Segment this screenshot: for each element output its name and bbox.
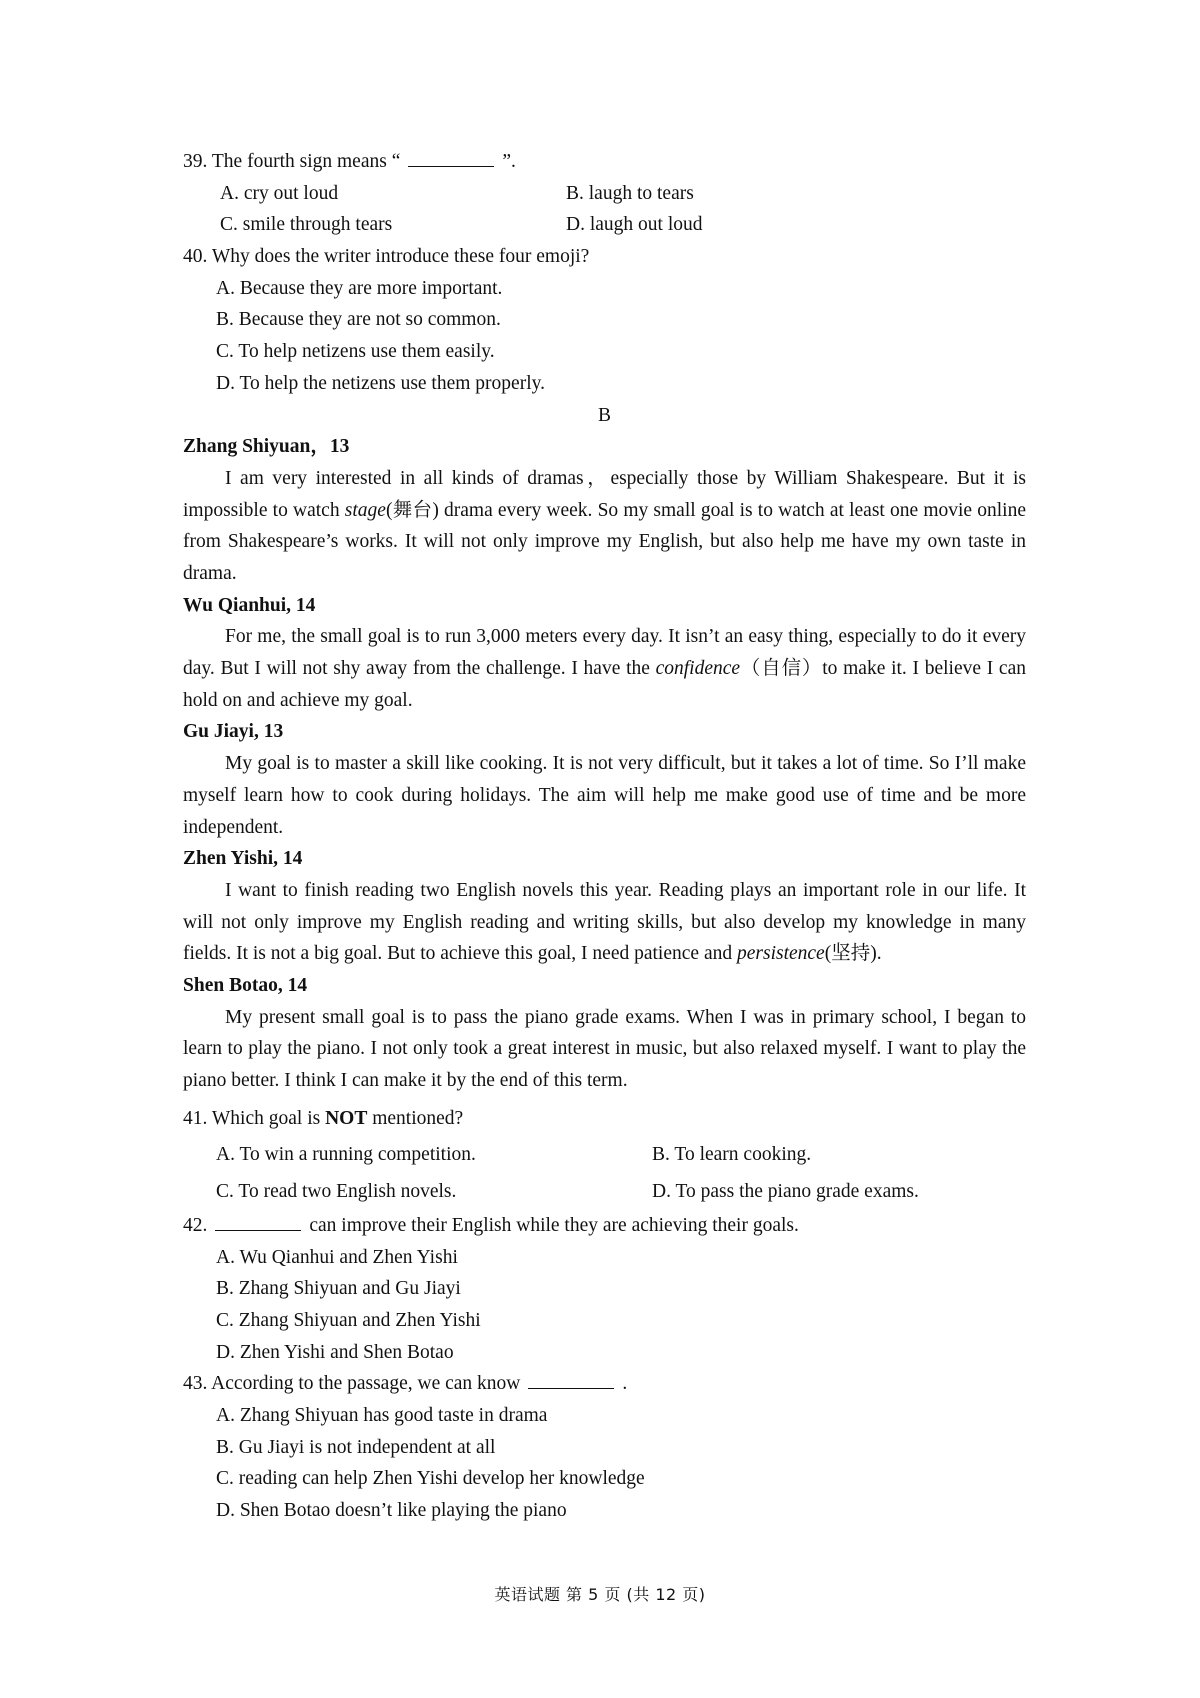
page-footer: 英语试题 第 5 页 (共 12 页) [494, 1585, 706, 1604]
option-b: B. To learn cooking. [652, 1143, 812, 1165]
entry-name: Zhang Shiyuan，13 [183, 436, 350, 458]
option-c: C. To help netizens use them easily. [216, 341, 495, 363]
entry-paragraph [183, 463, 1026, 590]
stem-text: ”. [502, 151, 516, 172]
stem-text: 41. Which goal is [183, 1107, 326, 1129]
option-d: D. To pass the piano grade exams. [652, 1180, 919, 1202]
paragraph-text: My goal is to master a skill like cooking. It is not very difficult, but it takes a lot of time. So I’ll make myself learn how to cook during holidays. The aim will help me make good use of time and be more independent. [183, 753, 1026, 838]
stem-text: mentioned? [367, 1107, 464, 1129]
stem-bold-word: NOT [325, 1107, 368, 1129]
paragraph-text: I am very interested in all kinds of dramas，especially those by William Shakespeare. But it is impossible to watch [183, 467, 1026, 521]
stem-text: 42. [183, 1214, 208, 1236]
question-39-options-row-2 [183, 209, 1026, 241]
paragraph-text: (坚持). [824, 943, 882, 965]
question-41-options-row-2 [183, 1173, 1026, 1210]
question-43-stem [183, 1368, 1026, 1400]
option-b: B. Gu Jiayi is not independent at all [216, 1436, 496, 1458]
stem-text: can improve their English while they are achieving their goals. [309, 1214, 799, 1236]
entry-paragraph [183, 1002, 1026, 1097]
italic-word: confidence [655, 658, 741, 680]
answer-blank [215, 1213, 301, 1231]
answer-blank [528, 1371, 614, 1389]
option-a: A. Wu Qianhui and Zhen Yishi [216, 1246, 458, 1268]
option-d: D. Shen Botao doesn’t like playing the piano [216, 1500, 567, 1522]
stem-text: 43. According to the passage, we can know [183, 1373, 521, 1395]
entry-name: Shen Botao, 14 [183, 975, 308, 997]
option-c: C. To read two English novels. [216, 1180, 457, 1202]
paragraph-text: My present small goal is to pass the piano grade exams. When I was in primary school, I began to learn to play the piano. I not only took a great interest in music, but also relaxed myself. I want to play the piano better. I think I can make it by the end of this term. [183, 1006, 1026, 1092]
paragraph-text: I want to finish reading two English novels this year. Reading plays an important role in our life. It will not only improve my English reading and writing skills, but also develop my knowledge in many fields. It is not a big goal. But to achieve this goal, I need patience and [183, 879, 1026, 965]
stem-text: . [622, 1373, 628, 1395]
option-a: A. cry out loud [220, 182, 339, 204]
question-40-stem: 40. Why does the writer introduce these four emoji? [183, 246, 590, 268]
option-c: C. smile through tears [220, 214, 393, 236]
option-b: B. Because they are not so common. [216, 309, 501, 331]
entry-paragraph [183, 875, 1026, 970]
paragraph-text: （自信）to make it. I believe I can hold on and achieve my goal. [183, 658, 1026, 711]
option-a: A. Zhang Shiyuan has good taste in drama [216, 1405, 548, 1426]
option-d: D. To help the netizens use them properly. [216, 372, 545, 394]
answer-blank [408, 149, 494, 167]
question-41-options-row-1 [183, 1136, 1026, 1173]
entry-paragraph [183, 621, 1026, 716]
italic-word: stage [344, 499, 386, 521]
option-c: C. reading can help Zhen Yishi develop her knowledge [216, 1468, 645, 1490]
question-42-stem [183, 1210, 1026, 1242]
exam-page [183, 146, 1026, 1527]
entry-paragraph [183, 748, 1026, 843]
option-a: A. To win a running competition. [216, 1143, 476, 1165]
section-b-heading: B [597, 404, 611, 426]
paragraph-text: For me, the small goal is to run 3,000 meters every day. It isn’t an easy thing, especially to do it every day. But I will not shy away from the challenge. I have the [183, 626, 1026, 680]
option-d: D. laugh out loud [566, 214, 703, 236]
paragraph-text: (舞台) drama every week. So my small goal is to watch at least one movie online from Shakespeare’s works. It will not only improve my English, but also help me have my own taste in drama. [183, 499, 1026, 584]
question-39-options-row-1 [183, 178, 1026, 210]
option-b: B. Zhang Shiyuan and Gu Jiayi [216, 1278, 461, 1300]
entry-name: Gu Jiayi, 13 [183, 721, 284, 743]
entry-name: Zhen Yishi, 14 [183, 848, 303, 870]
question-41-stem [183, 1101, 1026, 1136]
question-39-stem [183, 146, 1026, 178]
option-b: B. laugh to tears [566, 182, 694, 204]
stem-text: 39. The fourth sign means “ [183, 151, 401, 172]
italic-word: persistence [736, 943, 825, 965]
option-d: D. Zhen Yishi and Shen Botao [216, 1341, 454, 1363]
entry-name: Wu Qianhui, 14 [183, 594, 316, 616]
option-c: C. Zhang Shiyuan and Zhen Yishi [216, 1309, 481, 1331]
option-a: A. Because they are more important. [216, 277, 503, 299]
